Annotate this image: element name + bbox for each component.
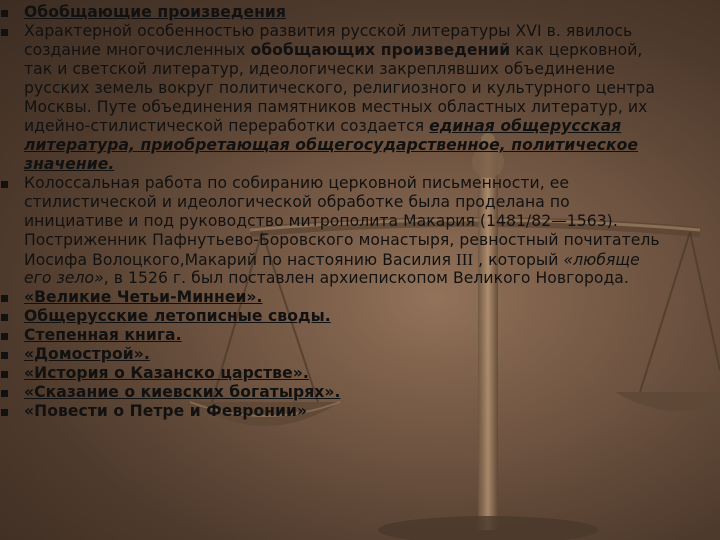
bullet-icon xyxy=(1,390,8,397)
text-segment: идейно-стилистической переработки создается xyxy=(24,117,430,135)
text-segment: Характерной особенностью развития русской литературы XVI в. явилось xyxy=(24,22,633,40)
text-segment: Колоссальная работа по собиранию церковной письменности, ее xyxy=(24,174,570,192)
text-line xyxy=(24,79,655,98)
text-line xyxy=(24,3,286,22)
text-segment: Обобщающие произведения xyxy=(24,3,286,21)
text-line xyxy=(24,326,182,345)
text-segment: стилистической и идеологической обработке была проделана по xyxy=(24,193,570,211)
text-segment: русских земель вокруг политического, религиозного и культурного центра xyxy=(24,79,655,97)
text-segment: единая общерусская xyxy=(429,117,622,135)
text-segment: «Повести о Петре и Февронии» xyxy=(24,402,308,420)
bullet-icon xyxy=(1,352,8,359)
text-segment: «любяще xyxy=(563,251,640,269)
text-line xyxy=(24,269,629,288)
text-line xyxy=(24,231,660,250)
text-segment: обобщающих произведений xyxy=(250,41,511,59)
text-line xyxy=(24,155,114,174)
text-segment: Общерусские летописные своды. xyxy=(24,307,331,325)
text-segment: III xyxy=(456,250,474,269)
text-segment: , в 1526 г. был поставлен архиепископом Великого Новгорода. xyxy=(103,269,629,287)
text-line xyxy=(24,364,309,383)
text-line xyxy=(24,136,638,155)
text-segment: «Домострой». xyxy=(24,345,150,363)
text-line xyxy=(24,288,263,307)
text-segment: Степенная книга. xyxy=(24,326,182,344)
bullet-icon xyxy=(1,409,8,416)
text-segment: «История о Казанско царстве». xyxy=(24,364,309,382)
bullet-icon xyxy=(1,181,8,188)
text-segment: инициативе и под руководство митрополита Макария (1481/82—1563). xyxy=(24,212,618,230)
text-segment: так и светской литератур, идеологически закреплявших объединение xyxy=(24,60,615,78)
bullet-icon xyxy=(1,29,8,36)
text-segment: создание многочисленных xyxy=(24,41,251,59)
text-line xyxy=(24,383,341,402)
text-line xyxy=(24,250,640,270)
text-line xyxy=(24,22,632,41)
text-line xyxy=(24,307,331,326)
text-segment: , который xyxy=(473,251,564,269)
text-segment: Москвы. Путе объединения памятников местных областных литератур, их xyxy=(24,98,648,116)
text-line xyxy=(24,174,569,193)
text-segment: Иосифа Волоцкого,Макарий по настоянию Василия xyxy=(24,251,457,269)
text-line xyxy=(24,41,642,60)
bullet-icon xyxy=(1,10,8,17)
text-segment: литература, приобретающая общегосударственное, политическое xyxy=(24,136,639,154)
bullet-icon xyxy=(1,333,8,340)
text-line xyxy=(24,98,647,117)
text-line xyxy=(24,117,621,136)
text-line xyxy=(24,402,307,421)
text-segment: его зело» xyxy=(24,269,104,287)
bullet-icon xyxy=(1,295,8,302)
text-segment: как церковной, xyxy=(510,41,643,59)
text-segment: Постриженник Пафнутьево-Боровского монастыря, ревностный почитатель xyxy=(24,231,660,249)
text-segment: «Сказание о киевских богатырях». xyxy=(24,383,341,401)
bullet-icon xyxy=(1,371,8,378)
text-segment: «Великие Четьи-Миннеи». xyxy=(24,288,263,306)
text-line xyxy=(24,60,615,79)
text-line xyxy=(24,212,618,231)
text-line xyxy=(24,345,150,364)
bullet-icon xyxy=(1,314,8,321)
text-line xyxy=(24,193,570,212)
text-segment: значение. xyxy=(24,155,115,173)
